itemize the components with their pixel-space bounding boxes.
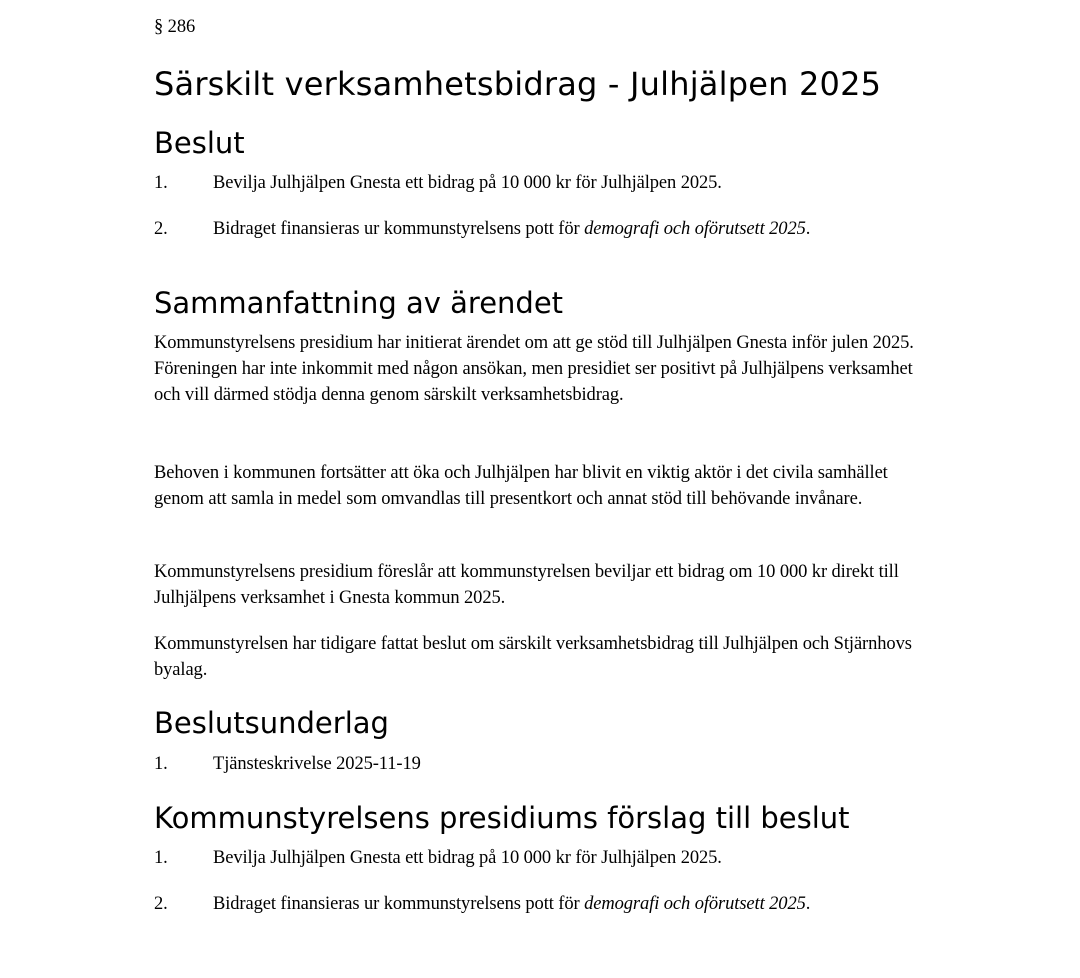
heading-forslag: Kommunstyrelsens presidiums förslag till beslut xyxy=(154,801,850,835)
summary-paragraph-2: Behoven i kommunen fortsätter att öka och Julhjälpen har blivit en viktig aktör i det civila samhället genom att samla in medel som omvandlas till presentkort och annat stöd till behövande invånare. xyxy=(154,463,888,509)
page-title: Särskilt verksamhetsbidrag - Julhjälpen 2025 xyxy=(154,65,882,103)
heading-beslut: Beslut xyxy=(154,126,245,160)
forslag-item-1 xyxy=(154,845,934,871)
summary-paragraph-3: Kommunstyrelsens presidium föreslår att kommunstyrelsen beviljar ett bidrag om 10 000 kr direkt till Julhjälpens verksamhet i Gnesta kommun 2025. xyxy=(154,562,899,608)
list-number: 1. xyxy=(154,754,168,774)
list-text: Tjänsteskrivelse 2025-11-19 xyxy=(213,754,421,774)
list-text-italic: demografi och oförutsett 2025 xyxy=(584,894,806,914)
list-text-regular: Bidraget finansieras ur kommunstyrelsens pott för xyxy=(213,894,585,914)
list-number: 1. xyxy=(154,173,168,193)
list-text-regular: Bidraget finansieras ur kommunstyrelsens pott för xyxy=(213,219,585,239)
beslut-item-2 xyxy=(154,216,934,242)
list-text: Bevilja Julhjälpen Gnesta ett bidrag på 10 000 kr för Julhjälpen 2025. xyxy=(213,173,722,193)
list-number: 2. xyxy=(154,219,168,239)
heading-beslutsunderlag: Beslutsunderlag xyxy=(154,706,389,740)
list-text xyxy=(213,891,893,917)
list-text-suffix: . xyxy=(805,219,811,239)
list-text-italic: demografi och oförutsett 2025 xyxy=(584,219,806,239)
list-number: 2. xyxy=(154,894,168,914)
beslutsunderlag-item-1 xyxy=(154,751,934,777)
forslag-item-2 xyxy=(154,891,934,917)
list-text xyxy=(213,216,893,242)
paragraph-number: § 286 xyxy=(154,17,196,37)
heading-sammanfattning: Sammanfattning av ärendet xyxy=(154,286,564,320)
list-number: 1. xyxy=(154,848,168,868)
list-text-suffix: . xyxy=(805,894,811,914)
summary-paragraph-4: Kommunstyrelsen har tidigare fattat beslut om särskilt verksamhetsbidrag till Julhjälpen och Stjärnhovs byalag. xyxy=(154,634,912,680)
list-text: Bevilja Julhjälpen Gnesta ett bidrag på 10 000 kr för Julhjälpen 2025. xyxy=(213,848,722,868)
summary-paragraph-1: Kommunstyrelsens presidium har initierat ärendet om att ge stöd till Julhjälpen Gnesta inför julen 2025. Föreningen har inte inkommit med någon ansökan, men presidiet ser positivt på Julhjälpens verksamhet och vill därmed stödja denna genom särskilt verksamhetsbidrag. xyxy=(154,333,914,405)
beslut-item-1 xyxy=(154,170,934,196)
